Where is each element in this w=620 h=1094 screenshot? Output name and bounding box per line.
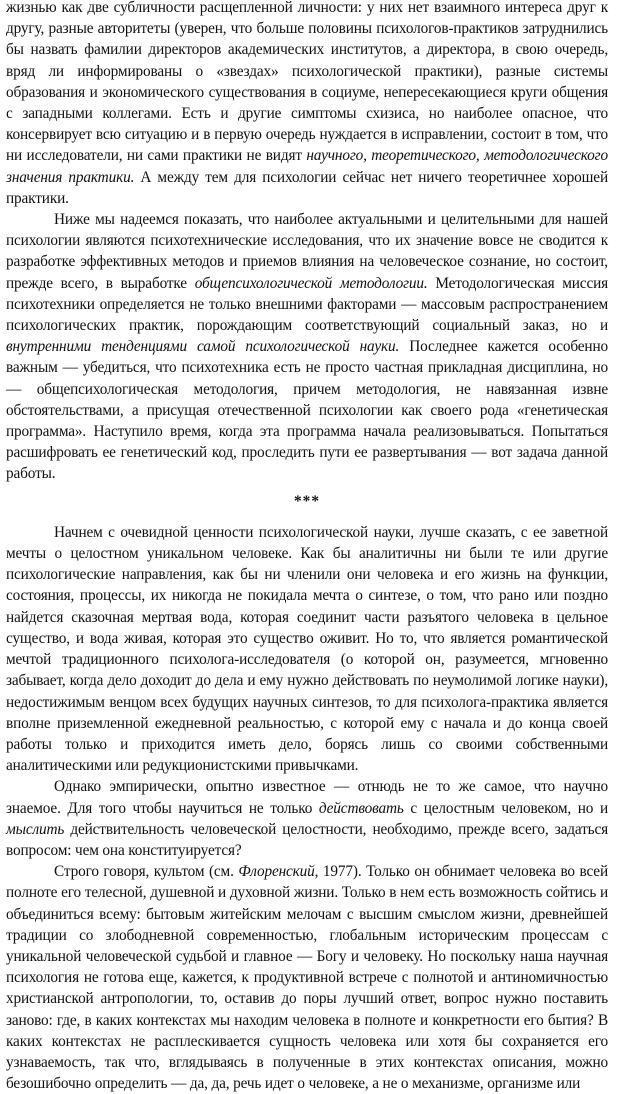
paragraph-text: действительность человеческой целостности, необходимо, прежде всего, задаться вопросом: чем она конституируется? [6,820,608,859]
emphasis-text: внутренними тенденциями самой психологической науки. [6,338,400,356]
emphasis-text: мыслить [6,820,65,838]
paragraph-text: Последнее кажется особенно важным — убедиться, что психотехника есть не просто частная прикладная дисциплина, но — общепсихологическая методология, причем методология, не навязанная извне обстоятельствами, а присущая отечественной психологии как своего рода «генетическая программа». Наступило время, когда эта программа начала реализовываться. Попытаться расшифровать ее генетический код, проследить пути ее развертывания — вот задача данной работы. [6,338,609,483]
paragraph-text: Однако эмпирически, опытно известное — отнюдь не то же самое, что научно знаемое. Для того чтобы научиться не только [6,778,608,817]
emphasis-text: Флоренский, [238,863,319,881]
paragraph [6,522,608,776]
paragraph [6,209,608,485]
paragraph-text: 1977). Только он обнимает человека во всей полноте его телесной, душевной и духовной жизни. Только в нем есть возможность сойтись и объединиться всему: бытовым житейским мелочам с высшим смыслом жизни, древнейшей традиции со злободневной современностью, глобальным историческим процессам с уникальной человеческой судьбой и главное — Богу и человеку. Но поскольку наша научная психология не готова еще, кажется, к продуктивной встрече с полнотой и антиномичностью христианской антропологии, то, оставив до поры лучший ответ, вопрос нужно поставить заново: где, в каких контекстах мы находим человека в полноте и конкретности его бытия? В каких контекстах не расплескивается сущность человека или хотя бы сохраняется его узнаваемость, так что, вглядываясь в полученные в этих контекстах описания, можно безошибочно определить — да, да, речь идет о человеке, а не о механизме, организме или [6,863,608,1093]
section-divider: *** [294,492,320,510]
paragraph-text: Начнем с очевидной ценности психологической науки, лучше сказать, с ее заветной мечты о целостном уникальном человеке. Как бы аналитичны ни были те или другие психологические направления, как бы ни членили они человека и его жизнь на функции, состояния, процессы, их никогда не покидала мечта о синтезе, о том, что рано или поздно найдется сказочная мертвая вода, которая соединит части разъятого человека в цельное существо, и вода живая, которая это существо оживит. Но то, что является романтической мечтой традиционного психолога-исследователя (о которой он, разумеется, мгновенно забывает, когда дело доходит до дела и ему нужно действовать по неумолимой логике науки), недостижимым венцом всех будущих научных синтезов, то для психолога-практика является вполне приземленной ежедневной реальностью, с которой ему с начала и до конца своей работы только и приходится иметь дело, борясь лишь со своими собственными аналитическими или редукционистскими привычками. [6,523,608,775]
emphasis-text: действовать [318,799,404,817]
paragraph-text: с целостным человеком, но и [403,799,608,817]
paragraph-text: Строго говоря, культом (см. [54,863,239,881]
paragraph-text: А между тем для психологии сейчас нет ничего теоретичнее хорошей практики. [6,168,608,207]
emphasis-text: научного, теоретического, методологического значения практики. [6,147,608,186]
paragraph-text: жизнью как две субличности расщепленной личности: у них нет взаимного интереса друг к другу, разные авторитеты (уверен, что больше половины психологов-практиков затруднились бы назвать фамилии директоров академических институтов, а директора, в свою очередь, вряд ли информированы о «звездах» психологической практики), разные системы образования и экономического существования в социуме, непересекающиеся круги общения с западными коллегами. Есть и другие симптомы схизиса, но наиболее опасное, что консервирует всю ситуацию и в первую очередь нуждается в исправлении, состоит в том, что ни исследователи, ни сами практики не видят [6,0,608,165]
paragraph-text: Ниже мы надеемся показать, что наиболее актуальными и целительными для нашей психологии являются психотехнические исследования, что их значение вовсе не сводится к разработке эффективных методов и приемов влияния на человеческое сознание, но состоит, прежде всего, в выработке [6,211,608,292]
paragraph [6,776,608,861]
paragraph [6,861,608,1094]
emphasis-text: общепсихологической методологии. [194,274,428,292]
paragraph [6,0,608,209]
paragraph-text: Методологическая миссия психотехники определяется не только внешними факторами — массовым распространением психологических практик, порождающим соответствующий социальный заказ, но и [6,274,609,335]
